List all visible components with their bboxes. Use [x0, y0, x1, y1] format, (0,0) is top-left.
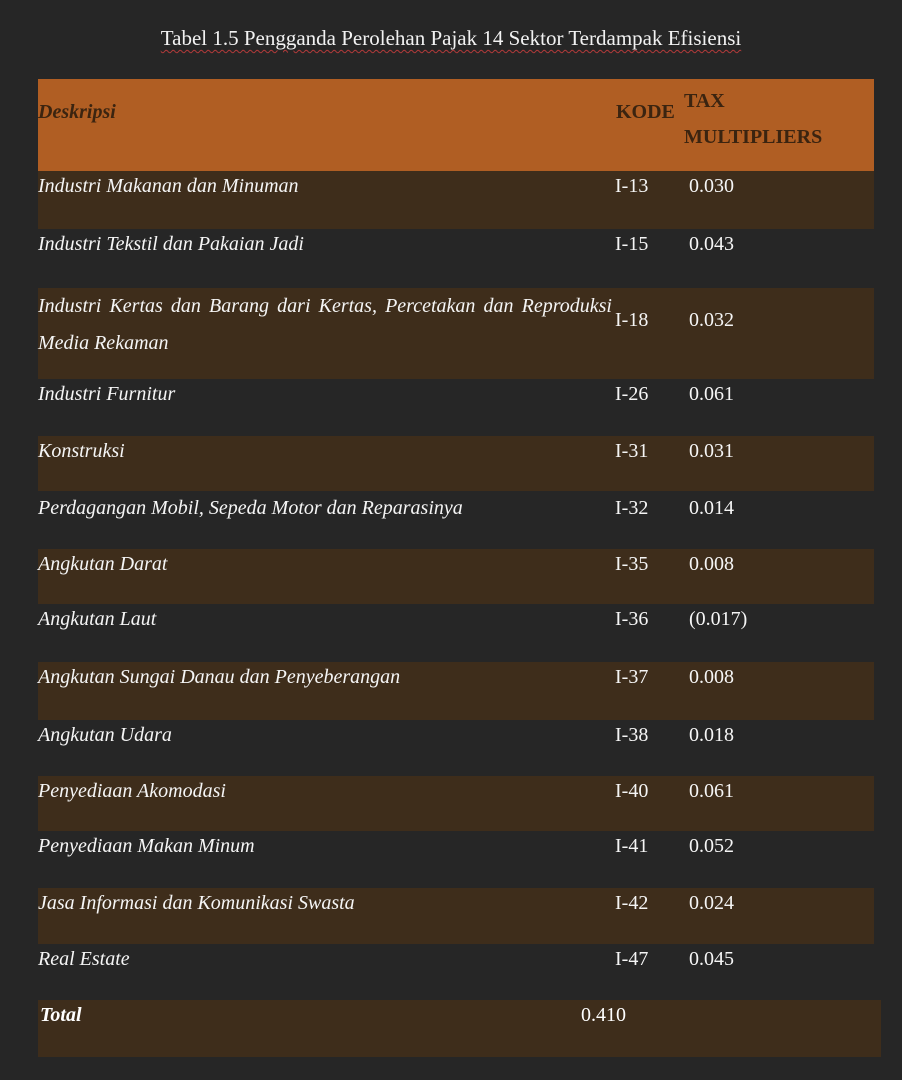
table-row: [38, 229, 874, 288]
header-tax-multipliers: [684, 83, 822, 155]
row-kode: I-32: [615, 497, 649, 519]
row-kode: I-15: [615, 233, 649, 255]
row-kode: I-41: [615, 835, 649, 857]
table-row: [38, 888, 874, 944]
row-deskripsi: Jasa Informasi dan Komunikasi Swasta: [38, 892, 355, 914]
row-tax: 0.024: [689, 892, 734, 914]
table-row: [38, 776, 874, 831]
row-deskripsi: Perdagangan Mobil, Sepeda Motor dan Reparasinya: [38, 497, 463, 519]
row-deskripsi: Angkutan Sungai Danau dan Penyeberangan: [38, 666, 401, 688]
header-tax-line2: MULTIPLIERS: [684, 126, 823, 148]
row-deskripsi: Real Estate: [38, 948, 130, 970]
row-kode: I-36: [615, 608, 649, 630]
table-row: [38, 436, 874, 491]
table-header: [38, 79, 874, 171]
row-deskripsi: Angkutan Laut: [38, 608, 157, 630]
row-tax: 0.008: [689, 666, 734, 688]
row-tax: 0.031: [689, 440, 734, 462]
table-row: [38, 288, 874, 379]
header-tax-line1: TAX: [684, 90, 725, 112]
header-deskripsi: Deskripsi: [38, 101, 116, 123]
table-row: [38, 604, 874, 662]
table-row: [38, 379, 874, 436]
row-kode: I-37: [615, 666, 649, 688]
row-deskripsi: Angkutan Udara: [38, 724, 172, 746]
row-tax: (0.017): [689, 608, 748, 630]
row-tax: 0.045: [689, 948, 734, 970]
row-deskripsi: Industri Tekstil dan Pakaian Jadi: [38, 233, 304, 255]
row-kode: I-31: [615, 440, 649, 462]
total-row: [38, 1000, 881, 1057]
row-tax: 0.052: [689, 835, 734, 857]
table-row: [38, 662, 874, 720]
row-deskripsi: Industri Kertas dan Barang dari Kertas, Percetakan dan Reproduksi Media Rekaman: [38, 295, 612, 354]
row-deskripsi: Penyediaan Makan Minum: [38, 835, 255, 857]
row-deskripsi: Industri Makanan dan Minuman: [38, 175, 299, 197]
table-row: [38, 491, 874, 549]
header-kode: KODE: [616, 101, 675, 123]
row-tax: 0.030: [689, 175, 734, 197]
table-row: [38, 944, 874, 1002]
table-row: [38, 831, 874, 888]
row-kode: I-47: [615, 948, 649, 970]
tax-multiplier-table: [38, 79, 874, 1002]
row-tax: 0.008: [689, 553, 734, 575]
row-kode: I-13: [615, 175, 649, 197]
table-row: [38, 720, 874, 776]
row-tax: 0.018: [689, 724, 734, 746]
row-kode: I-26: [615, 383, 649, 405]
table-title: Tabel 1.5 Pengganda Perolehan Pajak 14 Sektor Terdampak Efisiensi: [160, 26, 742, 50]
table-row: [38, 549, 874, 604]
row-tax: 0.014: [689, 497, 734, 519]
row-tax: 0.043: [689, 233, 734, 255]
table-row: [38, 171, 874, 229]
row-deskripsi: Industri Furnitur: [38, 383, 176, 405]
row-deskripsi: Penyediaan Akomodasi: [38, 780, 226, 802]
row-kode: I-35: [615, 553, 649, 575]
row-deskripsi: Konstruksi: [38, 440, 125, 462]
total-label: Total: [40, 1004, 82, 1026]
total-value: 0.410: [581, 1004, 626, 1026]
row-kode: I-42: [615, 892, 649, 914]
row-kode: I-38: [615, 724, 649, 746]
row-tax: 0.061: [689, 383, 734, 405]
row-deskripsi: Angkutan Darat: [38, 553, 168, 575]
row-tax: 0.061: [689, 780, 734, 802]
row-tax: 0.032: [689, 309, 734, 331]
row-kode: I-18: [615, 309, 649, 331]
row-kode: I-40: [615, 780, 649, 802]
